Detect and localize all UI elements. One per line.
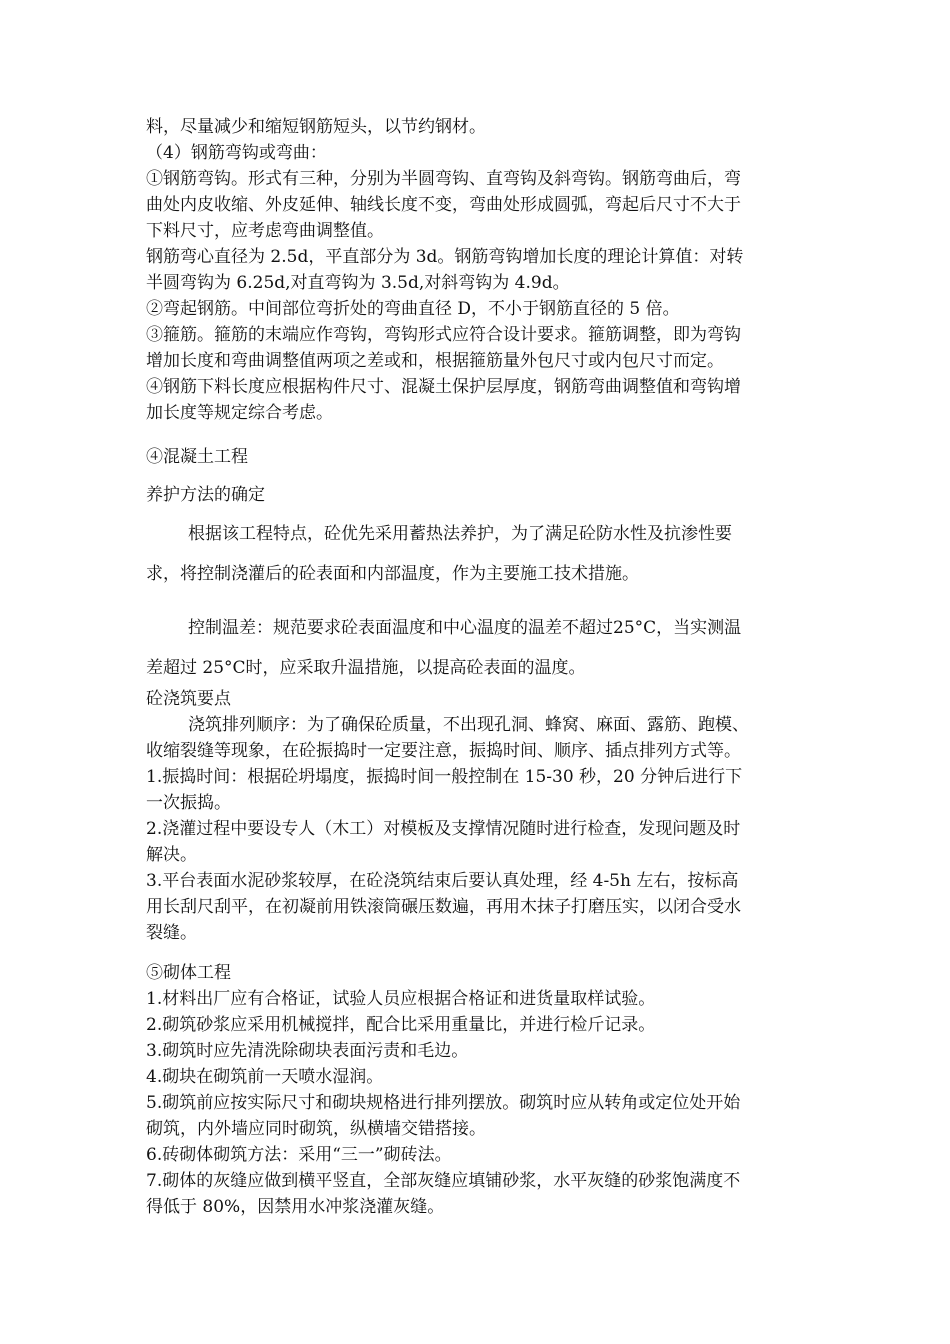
curing-paragraph: [146, 514, 814, 688]
text-line: 裂缝。: [146, 923, 197, 943]
text-line: 1.振捣时间：根据砼坍塌度，振捣时间一般控制在 15-30 秒，20 分钟后进行下: [146, 767, 743, 787]
pouring-section: [146, 686, 814, 946]
text-line: 下料尺寸，应考虑弯曲调整值。: [146, 221, 384, 241]
text-line: 3.平台表面水泥砂浆较厚，在砼浇筑结束后要认真处理，经 4-5h 左右，按标高: [146, 871, 739, 891]
pouring-heading: 砼浇筑要点: [146, 689, 231, 709]
text-line: 得低于 80%，因禁用水冲浆浇灌灰缝。: [146, 1197, 445, 1217]
text-line: 半圆弯钩为 6.25d,对直弯钩为 3.5d,对斜弯钩为 4.9d。: [146, 273, 570, 293]
rebar-section: [146, 114, 814, 426]
text-line: 2.浇灌过程中要设专人（木工）对模板及支撑情况随时进行检查，发现问题及时: [146, 819, 741, 839]
masonry-heading: ⑤砌体工程: [146, 963, 231, 983]
text-line: 3.砌筑时应先清洗除砌块表面污责和毛边。: [146, 1041, 469, 1061]
text-line: 7.砌体的灰缝应做到横平竖直，全部灰缝应填铺砂浆，水平灰缝的砂浆饱满度不: [146, 1171, 741, 1191]
text-line: 5.砌筑前应按实际尺寸和砌块规格进行排列摆放。砌筑时应从转角或定位处开始: [146, 1093, 741, 1113]
text-line: ④钢筋下料长度应根据构件尺寸、混凝土保护层厚度，钢筋弯曲调整值和弯钩增: [146, 377, 741, 397]
text-line: 一次振捣。: [146, 793, 231, 813]
text-line: 料，尽量减少和缩短钢筋短头，以节约钢材。: [146, 117, 486, 137]
text-line: 求，将控制浇灌后的砼表面和内部温度，作为主要施工技术措施。: [146, 564, 639, 584]
text-line: （4）钢筋弯钩或弯曲：: [146, 143, 327, 163]
text-line: 收缩裂缝等现象，在砼振捣时一定要注意，振捣时间、顺序、插点排列方式等。: [146, 741, 741, 761]
text-line: 加长度等规定综合考虑。: [146, 403, 333, 423]
text-line: 1.材料出厂应有合格证，试验人员应根据合格证和进货量取样试验。: [146, 989, 656, 1009]
text-line: ①钢筋弯钩。形式有三种，分别为半圆弯钩、直弯钩及斜弯钩。钢筋弯曲后，弯: [146, 169, 741, 189]
text-line: 砌筑，内外墙应同时砌筑，纵横墙交错搭接。: [146, 1119, 486, 1139]
text-line: 用长刮尺刮平，在初凝前用铁滚筒碾压数遍，再用木抹子打磨压实，以闭合受水: [146, 897, 741, 917]
text-line: ③箍筋。箍筋的末端应作弯钩，弯钩形式应符合设计要求。箍筋调整，即为弯钩: [146, 325, 741, 345]
text-line: 6.砖砌体砌筑方法：采用“三一”砌砖法。: [146, 1145, 452, 1165]
text-line: 浇筑排列顺序：为了确保砼质量，不出现孔洞、蜂窝、麻面、露筋、跑模、: [188, 715, 749, 735]
masonry-section: [146, 960, 814, 1220]
text-line: 增加长度和弯曲调整值两项之差或和，根据箍筋量外包尺寸或内包尺寸而定。: [146, 351, 724, 371]
concrete-heading: ④混凝土工程: [146, 447, 248, 467]
curing-subheading: 养护方法的确定: [146, 485, 265, 505]
text-line: 差超过 25°C时，应采取升温措施，以提高砼表面的温度。: [146, 658, 586, 678]
text-line: 控制温差：规范要求砼表面温度和中心温度的温差不超过25°C，当实测温: [188, 618, 742, 638]
text-line: 4.砌块在砌筑前一天喷水湿润。: [146, 1067, 384, 1087]
text-line: 2.砌筑砂浆应采用机械搅拌，配合比采用重量比，并进行检斤记录。: [146, 1015, 656, 1035]
text-line: 解决。: [146, 845, 197, 865]
text-line: 根据该工程特点，砼优先采用蓄热法养护，为了满足砼防水性及抗渗性要: [188, 524, 732, 544]
text-line: 曲处内皮收缩、外皮延伸、轴线长度不变，弯曲处形成圆弧，弯起后尺寸不大于: [146, 195, 741, 215]
text-line: 钢筋弯心直径为 2.5d，平直部分为 3d。钢筋弯钩增加长度的理论计算值：对转: [146, 247, 744, 267]
text-line: ②弯起钢筋。中间部位弯折处的弯曲直径 D，不小于钢筋直径的 5 倍。: [146, 299, 680, 319]
